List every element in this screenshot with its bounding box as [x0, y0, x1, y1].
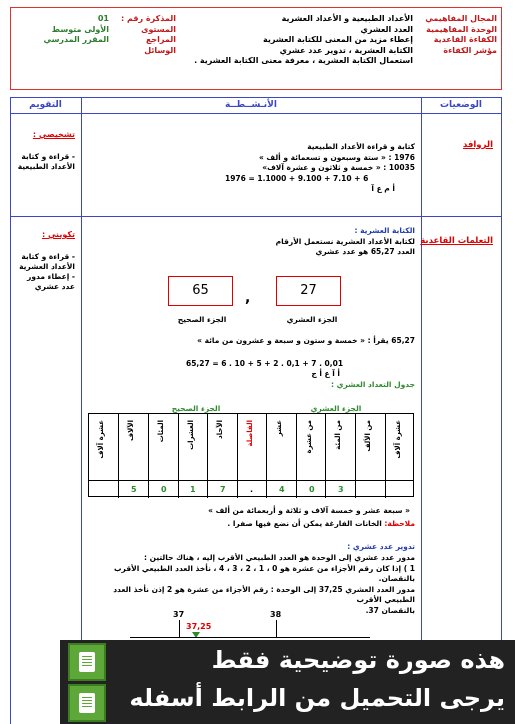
eval-line: - قراءة و كتابة [21, 152, 75, 161]
logo-icon [68, 684, 106, 722]
section1-content [205, 142, 415, 195]
place-header: العشرات [187, 420, 195, 450]
place-value: 5 [131, 485, 137, 494]
note-text: الخانات الفارغة يمكن أن نضع فيها صفرا . [227, 519, 382, 528]
reading-text: 65,27 يقرأ : « خمسة و ستون و سبعة و عشرون من مائة » [197, 336, 415, 345]
place-header: من الألف [364, 420, 372, 452]
header-value: الكتابة العشرية ، تدوير عدد عشري [279, 45, 413, 55]
note-line [125, 519, 415, 530]
section1-line: 10035 : « خمسة و ثلاثون و عشرة آلاف» [262, 163, 415, 172]
header-label: المجال المفاهيمي [425, 14, 497, 23]
place-header: المئات [157, 420, 165, 443]
place-col-line [178, 414, 179, 498]
place-col-line [148, 414, 149, 498]
place-col-line [296, 414, 297, 498]
place-col-line [385, 414, 386, 498]
meta-value: 01 [97, 14, 109, 23]
eval-line: - قراءة و كتابة [21, 252, 75, 261]
place-col-line [207, 414, 208, 498]
column-header-evaluation: التقويم [29, 100, 62, 110]
decimal-comma: , [245, 290, 251, 306]
eval-line: الأعداد العشرية [19, 262, 75, 271]
section1-marks: أ م ع آ [371, 184, 395, 193]
integer-part-box: 65 [168, 276, 233, 306]
decimal-part-box: 27 [276, 276, 341, 306]
rounding-text [85, 553, 415, 616]
rounding-line: مدور عدد عشري إلى الوحدة هو العدد الطبيعي الأقرب إليه ، هناك حالتين : [143, 553, 415, 562]
header-value: العدد العشري [360, 24, 413, 34]
section-divider [10, 216, 502, 217]
number-line-tick-right [276, 620, 277, 638]
place-header: عشرة آلاف [394, 420, 402, 459]
header-meta-labels [116, 14, 176, 56]
eval-diagnostic-text [5, 152, 75, 172]
table-header-divider [10, 113, 502, 114]
header-values [183, 14, 413, 67]
meta-label: الوسائل [144, 45, 176, 55]
decimal-decomposition: 65,27 = 6 . 10 + 5 + 2 . 0,1 + 7 . 0,01 [186, 359, 344, 368]
note-label: ملاحظة: [384, 519, 415, 528]
place-table-title: جدول التعداد العشري : [331, 380, 415, 389]
header-label: الكفاءة القاعدية [433, 35, 497, 44]
banner-line-1: هذه صورة توضيحية فقط [211, 646, 505, 674]
logo-icon [68, 643, 106, 681]
place-header: عشر [275, 420, 283, 437]
header-value: الأعداد الطبيعية و الأعداد العشرية [281, 14, 413, 23]
header-value: إعطاء مزيد من المعنى للكتابة العشرية [263, 35, 413, 44]
column-header-activities: الأنـشــطــة [225, 100, 277, 110]
table-border-left [10, 97, 11, 724]
place-value: 0 [309, 485, 315, 494]
watermark-banner [60, 640, 515, 724]
meta-value: الأولى متوسط [51, 24, 109, 34]
meta-label: المذكرة رقم : [121, 14, 176, 23]
decimal-intro-line: العدد 65,27 هو عدد عشري [315, 247, 415, 256]
place-value: . [250, 485, 254, 494]
rounding-line: بالنقصان 37. [365, 605, 415, 615]
eval-formative-text [5, 252, 75, 292]
meta-label: المراجع [145, 35, 176, 44]
rounding-line: مدور العدد العشري 37,25 إلى الوحدة : رقم الأجزاء من عشرة هو 2 إذن نأخذ العدد الطبيعي الأقرب [113, 584, 415, 604]
decimal-part-label: الجزء العشري [286, 315, 338, 324]
section1-decomposition: 1976 = 1.1000 + 9.100 + 7.10 + 6 [225, 173, 369, 183]
place-header: من عشرة [305, 420, 313, 454]
eval-formative-label: تكويني : [41, 230, 75, 239]
place-col-line [266, 414, 267, 498]
side-label-basic-learning: التعلمات القاعدية [420, 236, 493, 246]
eval-diagnostic-label: تشخيصي : [32, 130, 75, 139]
place-value-table [88, 413, 414, 497]
header-value: استعمال الكتابة العشرية ، معرفة معنى الكتابة العشرية . [194, 56, 413, 65]
number-line-point-label: 37,25 [186, 622, 212, 631]
place-value: 1 [190, 485, 196, 494]
place-header: الآحاد [216, 420, 224, 439]
place-header: الآلاف [127, 420, 135, 441]
place-col-line [237, 414, 238, 498]
integer-part-heading: الجزء الصحيح [171, 404, 221, 413]
header-meta-values [14, 14, 109, 46]
eval-line: - إعطاء مدور [27, 272, 75, 281]
place-value: 7 [220, 485, 226, 494]
integer-part-label: الجزء الصحيح [177, 315, 227, 324]
rounding-title: تدوير عدد عشري : [347, 542, 415, 551]
number-line-tick-left [179, 620, 180, 638]
column-header-situations: الوضعيات [440, 100, 482, 110]
number-line-axis [130, 637, 370, 638]
col-divider-situations [421, 97, 422, 724]
place-col-line [325, 414, 326, 498]
decimal-intro-line: لكتابة الأعداد العشرية نستعمل الأرقام [275, 236, 415, 246]
header-label: مؤشر الكفاءة [443, 45, 497, 55]
place-header: عشرة آلاف [97, 420, 105, 459]
header-labels [417, 14, 497, 56]
place-value: 3 [338, 485, 344, 494]
table-border-top [10, 97, 502, 98]
meta-label: المستوى [141, 24, 176, 34]
place-value: 0 [161, 485, 167, 494]
section1-line: كتابة و قراءة الأعداد الطبيعية [307, 142, 415, 151]
place-header: الفاصلة [246, 420, 254, 447]
place-header: من المئة [334, 420, 342, 450]
number-reading: « سبعة عشر و خمسة آلاف و ثلاثة و أربعمائة من ألف » [208, 506, 410, 515]
rounding-line: 1 ) إذا كان رقم الأجزاء من عشرة هو 0 ، 1 ، 2 ، 3 ، 4 ، نأخذ العدد الطبيعي الأقرب بالنقصان. [114, 563, 415, 583]
place-table-divider [89, 480, 413, 481]
decimal-intro [215, 226, 415, 258]
place-value: 4 [279, 485, 285, 494]
number-line-right-label: 38 [270, 610, 282, 619]
side-label-prerequisites: الروافد [462, 140, 493, 150]
meta-value: المقرر المدرسي [43, 35, 109, 44]
number-line-left-label: 37 [173, 610, 185, 619]
header-label: الوحدة المفاهيمية [426, 24, 497, 34]
eval-line: الأعداد الطبيعية [17, 162, 75, 171]
decimal-intro-title: الكتابة العشرية : [354, 226, 415, 235]
decimal-part-heading: الجزء العشري [310, 404, 362, 413]
table-border-right [501, 97, 502, 724]
place-col-line [355, 414, 356, 498]
header-box [10, 7, 502, 90]
banner-line-2: يرجى التحميل من الرابط أسفله [129, 684, 505, 712]
col-divider-eval [81, 97, 82, 724]
decomposition-marks: أ آ ع أ ج [311, 369, 340, 378]
eval-line: عدد عشري [34, 282, 75, 291]
section1-line: 1976 : « ستة وسبعون و تسعمائة و ألف » [258, 152, 415, 162]
place-col-line [118, 414, 119, 498]
